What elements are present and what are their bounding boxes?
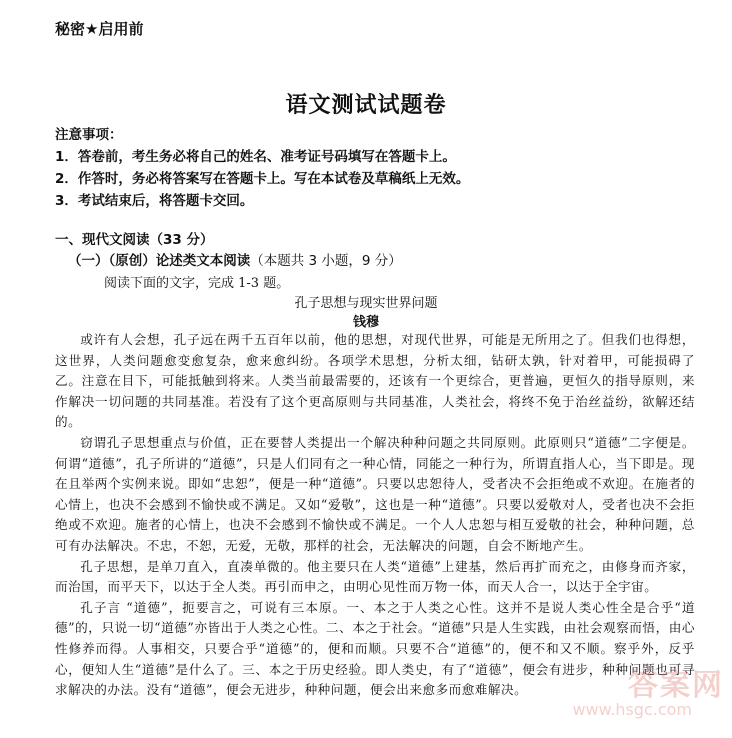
article-author: 钱穆 [352, 315, 379, 330]
article-paragraph: 窃谓孔子思想重点与价值，正在要替人类提出一个解决种种问题之共同原则。此原则只“道德”二字便是。何谓“道德”，孔子所讲的“道德”，只是人们同有之一种心情，同能之一种行为，所谓直指人心，当下即是。现在且举两个实例来说。即如“忠恕”，便是一种“道德”。只要以忠恕待人，受者决不会拒绝或不欢迎。在施者的心情上，也决不会感到不愉快或不满足。又如“爱敬”，这也是一种“道德”。只要以爱敬对人，受者也决不会拒绝或不欢迎。施者的心情上，也决不会感到不愉快或不满足。一个人人忠恕与相互爱敬的社会，种种问题，总可有办法解决。不忠，不恕，无爱，无敬，那样的社会，无法解决的问题，自会不断地产生。 [55, 434, 695, 553]
subsection-bold: （一）（原创）论述类文本阅读 [68, 253, 251, 269]
watermark-url: www.hsgc.com [572, 700, 692, 719]
notice-item: 3．考试结束后，将答题卡交回。 [55, 193, 254, 209]
article-title: 孔子思想与现实世界问题 [294, 296, 438, 311]
article-paragraph: 孔子思想，是单刀直入，直凑单微的。他主要只在人类“道德”上建基，然后再扩而充之，由修身而齐家，而治国，而平天下，以达于全人类。再引而申之，由明心见性而万物一体，而天人合一，以达于全宇宙。 [55, 558, 695, 595]
notice-item: 1．答卷前，考生务必将自己的姓名、准考证号码填写在答题卡上。 [55, 149, 456, 165]
watermark-text: 答案网 [628, 668, 724, 703]
article-paragraph: 孔子言 “道德”，扼要言之，可说有三本原。一、本之于人类之心性。这并不是说人类心性全是合乎“道德”的，只说一切“道德”亦皆出于人类之心性。二、本之于社会。“道德”只是人生实践，由社会观察而悟，由心性修养而得。人事相交，只要合乎“道德”的，便和而顺。只要不合“道德”的，便不和又不顺。察乎外，反乎心，便知人生“道德”是什么了。三、本之于历史经验。即人类史，有了“道德”，便会有进步，种种问题也可寻求解决的办法。没有“道德”，便会无进步，种种问题，便会出来愈多而愈难解决。 [55, 599, 695, 698]
reading-instruction: 阅读下面的文字，完成 1-3 题。 [104, 276, 290, 291]
page-title: 语文测试试题卷 [285, 93, 447, 118]
article-body [55, 330, 695, 701]
article-paragraph: 或许有人会想，孔子远在两千五百年以前，他的思想，对现代世界，可能是无所用之了。但我们也得想，这世界，人类问题愈变愈复杂，愈来愈纠纷。各项学术思想，分析太细，钻研太孰，针对着甲，可能损碍了乙。注意在目下，可能抵触到将来。人类当前最需要的，还该有一个更综合，更普遍，更恒久的指导原则，来作解决一切问题的共同基准。若没有了这个更高原则与共同基准，人类社会，将终不免于治丝益纷，欲解还结的。 [55, 332, 695, 430]
section-heading: 一、现代文阅读（33 分） [55, 232, 214, 248]
notice-block [55, 124, 469, 212]
confidential-label: 秘密★启用前 [55, 20, 144, 38]
subsection-note: （本题共 3 小题，9 分） [250, 253, 402, 269]
notice-item: 2．作答时，务必将答案写在答题卡上。写在本试卷及草稿纸上无效。 [55, 171, 470, 187]
notice-heading: 注意事项： [55, 127, 123, 143]
subsection-heading [68, 249, 402, 269]
